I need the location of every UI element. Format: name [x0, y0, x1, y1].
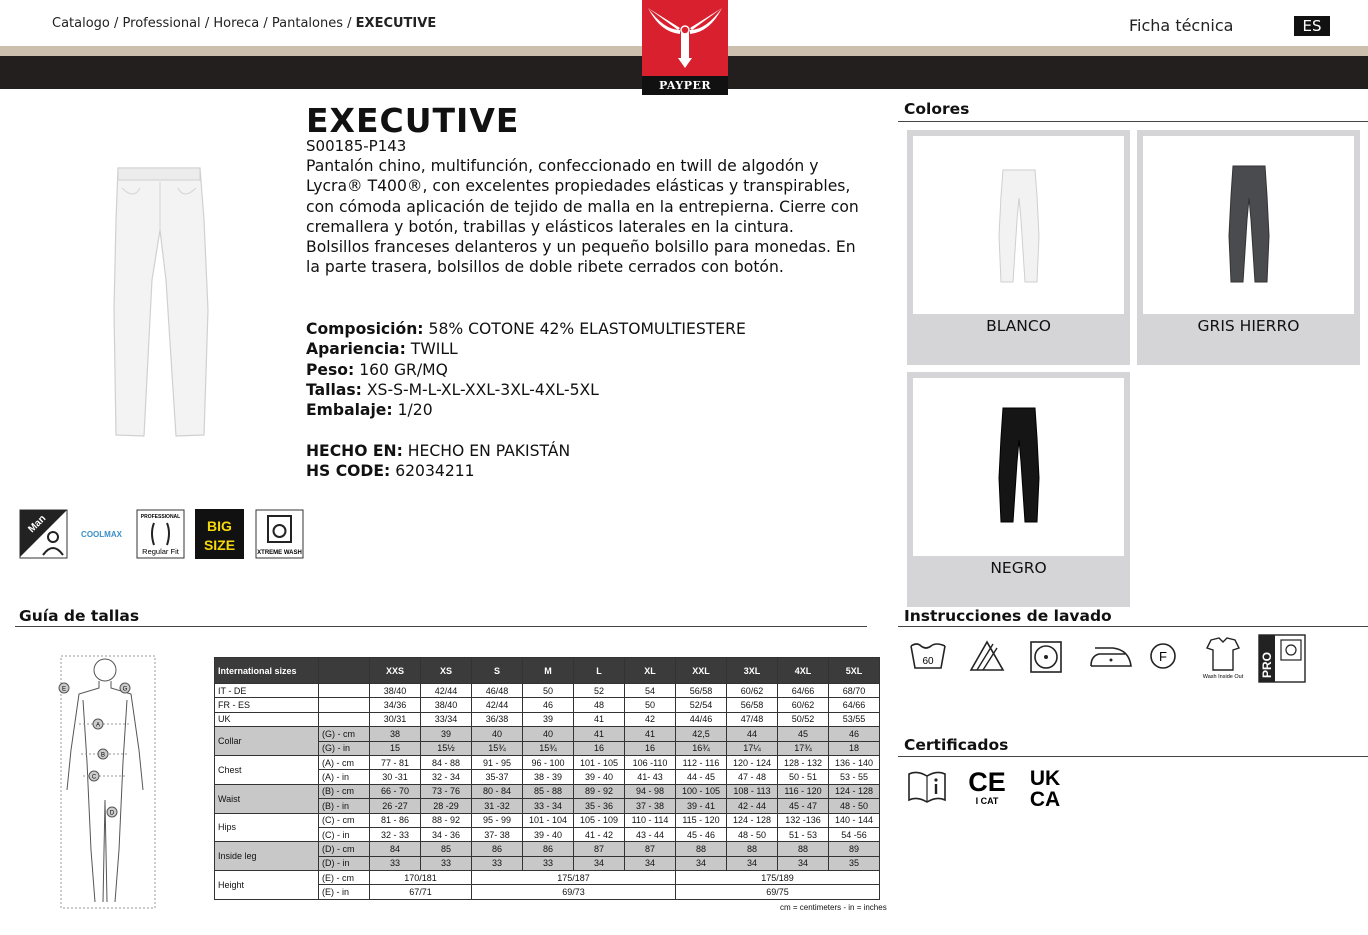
- row-sub-label: (C) - in: [319, 827, 370, 841]
- color-swatch-gris-hierro[interactable]: [1137, 130, 1360, 365]
- table-cell: 45: [778, 727, 829, 741]
- header-cell: 5XL: [829, 658, 880, 684]
- table-cell: 50 - 51: [778, 770, 829, 784]
- table-cell: 96 - 100: [523, 755, 574, 769]
- table-cell: 85: [421, 842, 472, 856]
- table-cell: 37- 38: [472, 827, 523, 841]
- table-cell: 26 -27: [370, 799, 421, 813]
- table-cell: 47/48: [727, 712, 778, 726]
- table-cell: 100 - 105: [676, 784, 727, 798]
- header-cell: L: [574, 658, 625, 684]
- product-origin: [306, 441, 570, 482]
- table-cell: 84 - 88: [421, 755, 472, 769]
- color-image-blanco: [913, 136, 1124, 314]
- table-cell: 34: [778, 856, 829, 870]
- table-cell: 38/40: [370, 684, 421, 698]
- size-guide-rule: [15, 626, 867, 627]
- table-cell: 52/54: [676, 698, 727, 712]
- table-cell: 42: [625, 712, 676, 726]
- table-cell: 41: [574, 712, 625, 726]
- table-cell: 54: [625, 684, 676, 698]
- dry-clean-f-icon: [1151, 644, 1175, 668]
- row-sub-label: (G) - in: [319, 741, 370, 755]
- table-cell: 30 -31: [370, 770, 421, 784]
- table-cell: 39: [421, 727, 472, 741]
- spec-appearance: Apariencia: TWILL: [306, 340, 458, 359]
- table-cell: 73 - 76: [421, 784, 472, 798]
- table-cell: 44 - 45: [676, 770, 727, 784]
- size-table-header: [215, 658, 880, 684]
- table-row: [215, 755, 880, 769]
- table-cell: 46: [829, 727, 880, 741]
- svg-text:C: C: [91, 774, 97, 781]
- row-sub-label: (C) - cm: [319, 813, 370, 827]
- size-guide-heading: Guía de tallas: [19, 607, 140, 625]
- table-cell: 85 - 88: [523, 784, 574, 798]
- coolmax-icon: [77, 509, 126, 559]
- certs-heading: Certificados: [904, 736, 1009, 754]
- table-cell: 175/187: [472, 871, 676, 885]
- origin-made-in: HECHO EN: HECHO EN PAKISTÁN: [306, 442, 571, 460]
- table-cell: 132 -136: [778, 813, 829, 827]
- svg-text:D: D: [109, 810, 115, 817]
- svg-text:Regular Fit: Regular Fit: [142, 547, 179, 556]
- table-cell: 64/66: [829, 698, 880, 712]
- measure-label: Collar: [215, 727, 319, 756]
- table-cell: 66 - 70: [370, 784, 421, 798]
- table-cell: 45 - 47: [778, 799, 829, 813]
- colors-rule: [898, 121, 1368, 122]
- table-cell: 136 - 140: [829, 755, 880, 769]
- table-cell: 39 - 40: [523, 827, 574, 841]
- table-cell: 15: [370, 741, 421, 755]
- table-cell: 175/189: [676, 871, 880, 885]
- row-sub-label: (G) - cm: [319, 727, 370, 741]
- tumble-dry-icon: [1031, 642, 1061, 672]
- table-cell: 67/71: [370, 885, 472, 899]
- svg-text:G: G: [122, 686, 128, 693]
- color-image-negro: [913, 378, 1124, 556]
- table-cell: 46: [523, 698, 574, 712]
- table-cell: 170/181: [370, 871, 472, 885]
- iron-icon: [1091, 648, 1131, 666]
- big-size-icon: [195, 509, 244, 559]
- table-cell: 89 - 92: [574, 784, 625, 798]
- table-cell: 41- 43: [625, 770, 676, 784]
- table-cell: 42/44: [472, 698, 523, 712]
- table-cell: 86: [472, 842, 523, 856]
- origin-hs-code: HS CODE: 62034211: [306, 462, 475, 481]
- table-cell: 39 - 40: [574, 770, 625, 784]
- measure-label: Inside leg: [215, 842, 319, 871]
- svg-text:UK: UK: [1029, 767, 1061, 790]
- wash-60-icon: [911, 644, 945, 668]
- table-cell: 91 - 95: [472, 755, 523, 769]
- row-sub-label: (E) - cm: [319, 871, 370, 885]
- row-sub-label: (D) - cm: [319, 842, 370, 856]
- table-cell: 34/36: [370, 698, 421, 712]
- color-swatch-negro[interactable]: [907, 372, 1130, 607]
- table-cell: 56/58: [727, 698, 778, 712]
- certs-rule: [898, 756, 1368, 757]
- table-cell: 128 - 132: [778, 755, 829, 769]
- table-cell: 69/75: [676, 885, 880, 899]
- colors-heading: Colores: [904, 100, 970, 118]
- product-title: EXECUTIVE: [306, 101, 520, 140]
- table-cell: 18: [829, 741, 880, 755]
- pants-negro-icon: [913, 378, 1124, 556]
- table-cell: 60/62: [727, 684, 778, 698]
- table-cell: 48: [574, 698, 625, 712]
- table-cell: 64/66: [778, 684, 829, 698]
- brand-logo[interactable]: [642, 0, 728, 95]
- table-cell: 106 -110: [625, 755, 676, 769]
- table-cell: 44: [727, 727, 778, 741]
- table-cell: 124 - 128: [727, 813, 778, 827]
- man-icon: [19, 509, 68, 559]
- table-cell: 28 -29: [421, 799, 472, 813]
- table-cell: 52: [574, 684, 625, 698]
- table-cell: 36/38: [472, 712, 523, 726]
- table-cell: 17¼: [727, 741, 778, 755]
- header-cell: 3XL: [727, 658, 778, 684]
- size-table-body: [215, 684, 880, 900]
- language-selector[interactable]: ES: [1294, 16, 1330, 36]
- table-cell: 88: [676, 842, 727, 856]
- measure-label: Height: [215, 871, 319, 900]
- table-cell: 80 - 84: [472, 784, 523, 798]
- table-cell: 41 - 42: [574, 827, 625, 841]
- breadcrumb-professional[interactable]: Professional: [122, 16, 201, 31]
- header-cell: XS: [421, 658, 472, 684]
- table-cell: 60/62: [778, 698, 829, 712]
- table-cell: 16¾: [676, 741, 727, 755]
- header-cell: M: [523, 658, 574, 684]
- row-sub-label: (E) - in: [319, 885, 370, 899]
- svg-text:F: F: [1159, 649, 1167, 664]
- svg-text:PRO: PRO: [1260, 651, 1274, 678]
- regular-fit-icon: [136, 509, 185, 559]
- size-table: [214, 657, 880, 900]
- table-cell: 47 - 48: [727, 770, 778, 784]
- table-cell: 35 - 36: [574, 799, 625, 813]
- table-cell: 38 - 39: [523, 770, 574, 784]
- svg-text:60: 60: [922, 656, 934, 667]
- table-cell: 35-37: [472, 770, 523, 784]
- table-cell: 54 -56: [829, 827, 880, 841]
- table-cell: 42 - 44: [727, 799, 778, 813]
- table-cell: 48 - 50: [829, 799, 880, 813]
- table-cell: 42,5: [676, 727, 727, 741]
- table-cell: 40: [523, 727, 574, 741]
- color-label-gris-hierro: GRIS HIERRO: [1197, 317, 1300, 335]
- breadcrumb: Catalogo / Professional / Horeca / Pantalones / EXECUTIVE: [52, 16, 437, 31]
- header-cell: XL: [625, 658, 676, 684]
- table-cell: 34 - 36: [421, 827, 472, 841]
- color-image-gris-hierro: [1143, 136, 1354, 314]
- table-cell: 53/55: [829, 712, 880, 726]
- body-measurement-figure: [55, 650, 160, 910]
- table-cell: 87: [625, 842, 676, 856]
- table-cell: 41: [574, 727, 625, 741]
- spec-composition: Composición: 58% COTONE 42% ELASTOMULTIESTERE: [306, 320, 746, 338]
- header-cell: XXL: [676, 658, 727, 684]
- row-sub-label: (B) - cm: [319, 784, 370, 798]
- table-cell: 35: [829, 856, 880, 870]
- table-cell: 50: [625, 698, 676, 712]
- table-cell: 33 - 34: [523, 799, 574, 813]
- table-cell: 30/31: [370, 712, 421, 726]
- svg-text:COOLMAX: COOLMAX: [81, 530, 122, 539]
- product-code: S00185-P143: [306, 137, 407, 155]
- pants-shape: [999, 170, 1039, 282]
- spec-sizes: Tallas: XS-S-M-L-XL-XXL-3XL-4XL-5XL: [306, 380, 599, 399]
- table-cell: 31 -32: [472, 799, 523, 813]
- table-cell: 34: [574, 856, 625, 870]
- wash-rule: [898, 626, 1368, 627]
- svg-text:B: B: [100, 752, 106, 759]
- table-cell: 37 - 38: [625, 799, 676, 813]
- color-label-negro: NEGRO: [990, 559, 1047, 577]
- table-cell: 48 - 50: [727, 827, 778, 841]
- table-cell: 95 - 99: [472, 813, 523, 827]
- breadcrumb-catalogo[interactable]: Catalogo: [52, 16, 110, 31]
- table-cell: 46/48: [472, 684, 523, 698]
- table-row: [215, 871, 880, 885]
- table-cell: 101 - 105: [574, 755, 625, 769]
- table-cell: 51 - 53: [778, 827, 829, 841]
- row-sub-label: (A) - in: [319, 770, 370, 784]
- table-cell: 44/46: [676, 712, 727, 726]
- table-cell: 43 - 44: [625, 827, 676, 841]
- row-sub-label: [319, 684, 370, 698]
- ce-mark-icon: [968, 767, 1006, 806]
- table-cell: 39: [523, 712, 574, 726]
- breadcrumb-pantalones[interactable]: Pantalones: [271, 16, 344, 31]
- table-cell: 33: [523, 856, 574, 870]
- svg-text:CA: CA: [1029, 788, 1061, 810]
- svg-text:A: A: [95, 722, 101, 729]
- table-row: [215, 698, 880, 712]
- table-cell: 39 - 41: [676, 799, 727, 813]
- table-cell: 87: [574, 842, 625, 856]
- svg-text:CE: CE: [968, 767, 1006, 797]
- row-sub-label: [319, 698, 370, 712]
- spec-packaging: Embalaje: 1/20: [306, 401, 433, 420]
- svg-text:BIG: BIG: [207, 518, 232, 534]
- table-cell: 34: [727, 856, 778, 870]
- row-label: IT - DE: [215, 684, 319, 698]
- pro-wash-icon: [1259, 635, 1305, 682]
- breadcrumb-current: EXECUTIVE: [355, 16, 437, 31]
- table-cell: 40: [472, 727, 523, 741]
- table-cell: 33: [421, 856, 472, 870]
- table-cell: 116 - 120: [778, 784, 829, 798]
- table-cell: 15½: [421, 741, 472, 755]
- pants-gris-icon: [1143, 136, 1354, 314]
- row-sub-label: (A) - cm: [319, 755, 370, 769]
- xtreme-wash-icon: [255, 509, 304, 559]
- table-cell: 88: [778, 842, 829, 856]
- header-cell: S: [472, 658, 523, 684]
- svg-text:Wash Inside Out: Wash Inside Out: [1202, 674, 1244, 680]
- table-cell: 101 - 104: [523, 813, 574, 827]
- svg-text:E: E: [61, 686, 67, 693]
- table-cell: 32 - 34: [421, 770, 472, 784]
- table-cell: 53 - 55: [829, 770, 880, 784]
- table-cell: 15¾: [472, 741, 523, 755]
- table-cell: 86: [523, 842, 574, 856]
- table-cell: 42/44: [421, 684, 472, 698]
- svg-text:Man: Man: [26, 513, 49, 536]
- table-row: [215, 712, 880, 726]
- table-cell: 38: [370, 727, 421, 741]
- table-row: [215, 727, 880, 741]
- logo-figure-icon: [642, 0, 728, 76]
- table-cell: 38/40: [421, 698, 472, 712]
- row-label: FR - ES: [215, 698, 319, 712]
- table-cell: 84: [370, 842, 421, 856]
- wash-icons: [905, 634, 1310, 684]
- row-label: UK: [215, 712, 319, 726]
- wash-heading: Instrucciones de lavado: [904, 607, 1112, 625]
- pants-shape: [999, 408, 1039, 522]
- table-cell: 105 - 109: [574, 813, 625, 827]
- no-bleach-icon: [971, 642, 1003, 670]
- table-cell: 108 - 113: [727, 784, 778, 798]
- table-cell: 88: [727, 842, 778, 856]
- table-cell: 41: [625, 727, 676, 741]
- spec-weight: Peso: 160 GR/MQ: [306, 360, 448, 379]
- table-cell: 112 - 116: [676, 755, 727, 769]
- table-cell: 88 - 92: [421, 813, 472, 827]
- cert-icons: [905, 764, 1075, 810]
- table-cell: 16: [625, 741, 676, 755]
- table-cell: 50/52: [778, 712, 829, 726]
- pants-shape: [1229, 166, 1269, 282]
- table-row: [215, 784, 880, 798]
- product-description: Pantalón chino, multifunción, confeccionado en twill de algodón y Lycra® T400®, con excelentes propiedades elásticas y transpirables, con cómoda aplicación de tejido de malla en la entrepierna. Cierre con cremallera y botón, trabillas y elásticos laterales en la cintura. Bolsillos franceses delanteros y un pequeño bolsillo para monedas. En la parte trasera, bolsillos de doble ribete cerrados con botón.: [306, 157, 859, 277]
- row-sub-label: (D) - in: [319, 856, 370, 870]
- table-cell: 33/34: [421, 712, 472, 726]
- color-swatch-blanco[interactable]: [907, 130, 1130, 365]
- header-cell: 4XL: [778, 658, 829, 684]
- table-cell: 56/58: [676, 684, 727, 698]
- ficha-tecnica-link[interactable]: Ficha técnica: [1129, 16, 1234, 35]
- measure-label: Chest: [215, 755, 319, 784]
- table-cell: 77 - 81: [370, 755, 421, 769]
- info-book-icon: [909, 772, 945, 802]
- header-cell: International sizes: [215, 658, 319, 684]
- table-row: [215, 684, 880, 698]
- measure-label: Hips: [215, 813, 319, 842]
- table-cell: 15¾: [523, 741, 574, 755]
- table-cell: 34: [676, 856, 727, 870]
- table-cell: 68/70: [829, 684, 880, 698]
- wash-inside-out-icon: [1203, 638, 1244, 680]
- row-sub-label: (B) - in: [319, 799, 370, 813]
- table-cell: 34: [625, 856, 676, 870]
- table-cell: 124 - 128: [829, 784, 880, 798]
- color-label-blanco: BLANCO: [986, 317, 1051, 335]
- product-image[interactable]: [100, 160, 220, 445]
- table-cell: 32 - 33: [370, 827, 421, 841]
- table-cell: 33: [370, 856, 421, 870]
- table-cell: 120 - 124: [727, 755, 778, 769]
- svg-text:SIZE: SIZE: [203, 537, 236, 553]
- measure-label: Waist: [215, 784, 319, 813]
- svg-text:I CAT: I CAT: [975, 796, 999, 806]
- table-cell: 17¾: [778, 741, 829, 755]
- ukca-mark-icon: [1030, 767, 1060, 810]
- header-cell: [319, 658, 370, 684]
- table-cell: 94 - 98: [625, 784, 676, 798]
- table-cell: 16: [574, 741, 625, 755]
- svg-text:PROFESSIONAL: PROFESSIONAL: [140, 514, 181, 520]
- row-sub-label: [319, 712, 370, 726]
- product-specs: [306, 319, 746, 420]
- table-row: [215, 813, 880, 827]
- table-cell: 89: [829, 842, 880, 856]
- breadcrumb-horeca[interactable]: Horeca: [213, 16, 260, 31]
- table-cell: 81 - 86: [370, 813, 421, 827]
- table-cell: 69/73: [472, 885, 676, 899]
- pants-blanco-icon: [913, 136, 1124, 314]
- table-cell: 45 - 46: [676, 827, 727, 841]
- size-legend: cm = centimeters - in = inches: [780, 903, 887, 912]
- logo-wordmark: PAYPER: [642, 76, 728, 95]
- table-cell: 110 - 114: [625, 813, 676, 827]
- svg-text:XTREME WASH: XTREME WASH: [257, 550, 302, 556]
- table-cell: 115 - 120: [676, 813, 727, 827]
- table-cell: 50: [523, 684, 574, 698]
- table-cell: 140 - 144: [829, 813, 880, 827]
- table-row: [215, 842, 880, 856]
- table-cell: 33: [472, 856, 523, 870]
- header-cell: XXS: [370, 658, 421, 684]
